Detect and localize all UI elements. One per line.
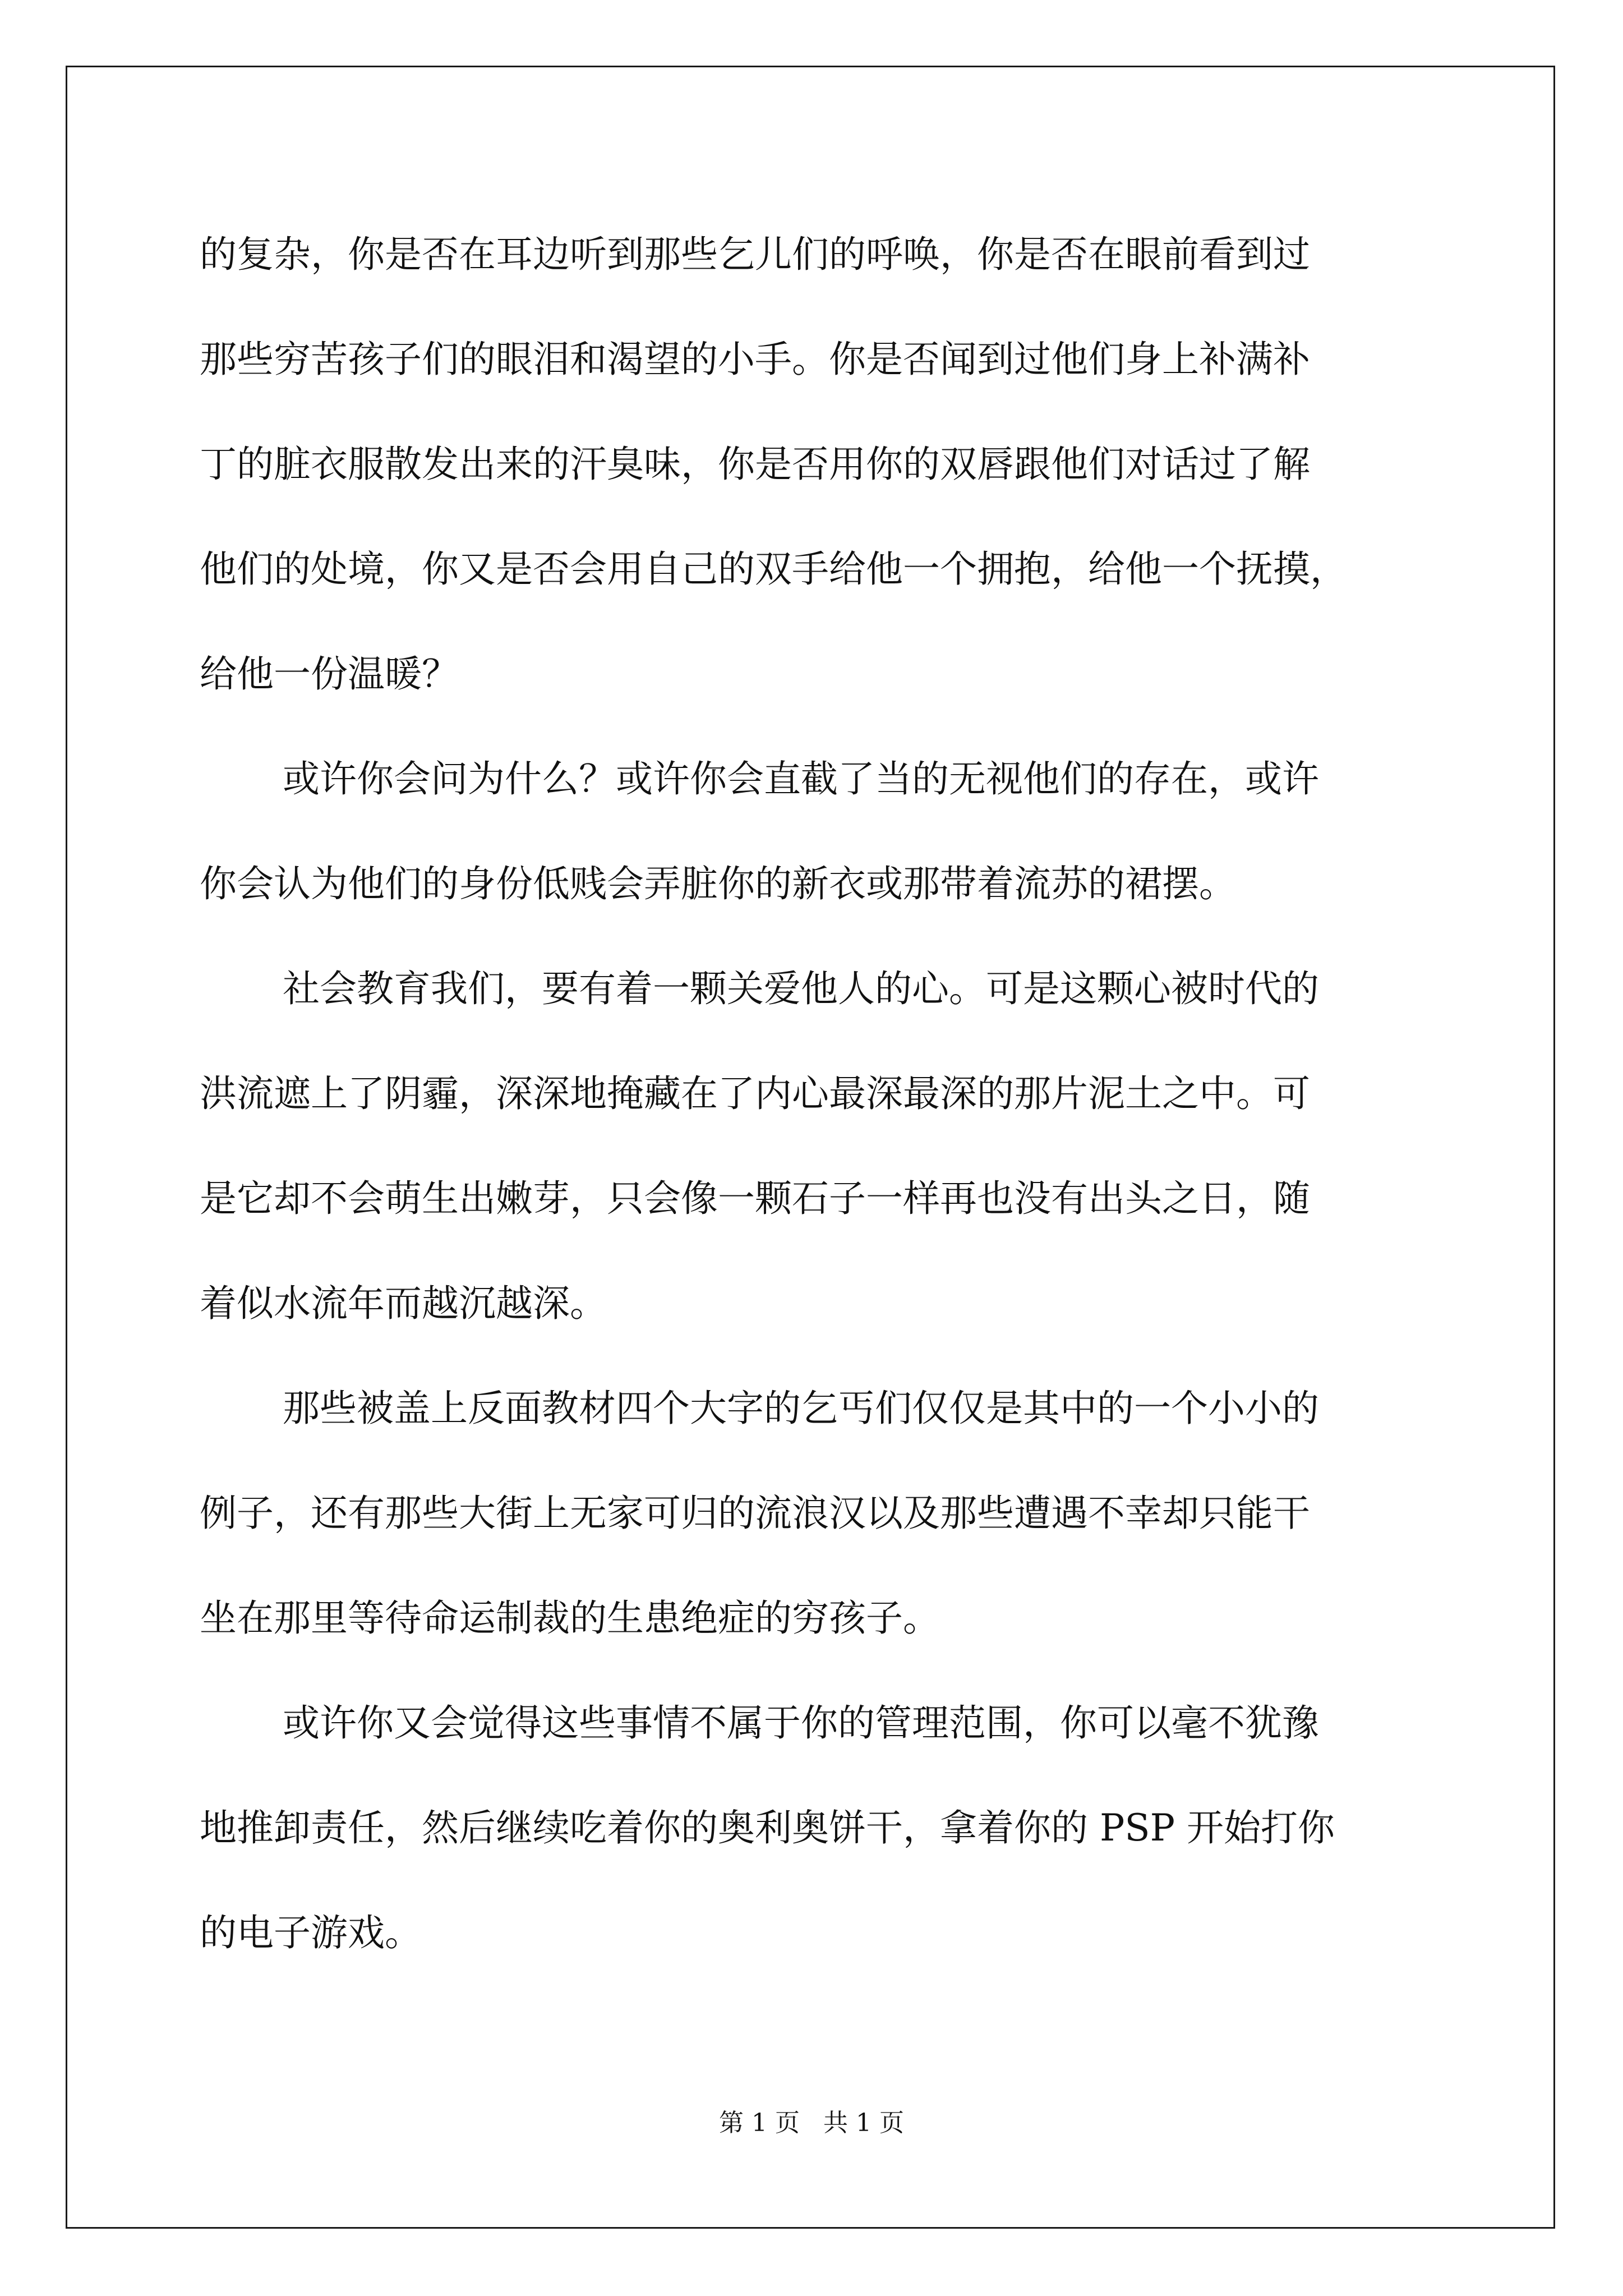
page-footer: 第 1 页 共 1 页	[719, 2109, 904, 2137]
text-line: 是它却不会萌生出嫩芽，只会像一颗石子一样再也没有出头之日，随	[200, 1177, 1310, 1220]
text-line: 坐在那里等待命运制裁的生患绝症的穷孩子。	[200, 1596, 940, 1640]
paragraph-first-line: 或许你又会觉得这些事情不属于你的管理范围，你可以毫不犹豫	[283, 1701, 1319, 1745]
paragraph-first-line: 或许你会问为什么？或许你会直截了当的无视他们的存在，或许	[283, 757, 1319, 800]
text-line: 例子，还有那些大街上无家可归的流浪汉以及那些遭遇不幸却只能干	[200, 1492, 1310, 1535]
text-line: 他们的处境，你又是否会用自己的双手给他一个拥抱，给他一个抚摸，	[200, 547, 1347, 591]
paragraph-first-line: 社会教育我们，要有着一颗关爱他人的心。可是这颗心被时代的	[283, 967, 1319, 1010]
text-line: 给他一份温暖？	[200, 652, 459, 696]
text-line: 丁的脏衣服散发出来的汗臭味，你是否用你的双唇跟他们对话过了解	[200, 443, 1310, 486]
text-line: 你会认为他们的身份低贱会弄脏你的新衣或那带着流苏的裙摆。	[200, 862, 1236, 905]
paragraph-first-line: 那些被盖上反面教材四个大字的乞丐们仅仅是其中的一个小小的	[283, 1387, 1319, 1430]
text-line: 洪流遮上了阴霾，深深地掩藏在了内心最深最深的那片泥土之中。可	[200, 1072, 1310, 1115]
text-line: 的复杂，你是否在耳边听到那些乞儿们的呼唤，你是否在眼前看到过	[200, 233, 1310, 276]
text-line: 地推卸责任，然后继续吃着你的奥利奥饼干，拿着你的 PSP 开始打你	[200, 1806, 1335, 1849]
text-line: 那些穷苦孩子们的眼泪和渴望的小手。你是否闻到过他们身上补满补	[200, 338, 1310, 381]
document-body	[200, 202, 1433, 1985]
text-line: 的电子游戏。	[200, 1911, 422, 1954]
text-line: 着似水流年而越沉越深。	[200, 1282, 607, 1325]
